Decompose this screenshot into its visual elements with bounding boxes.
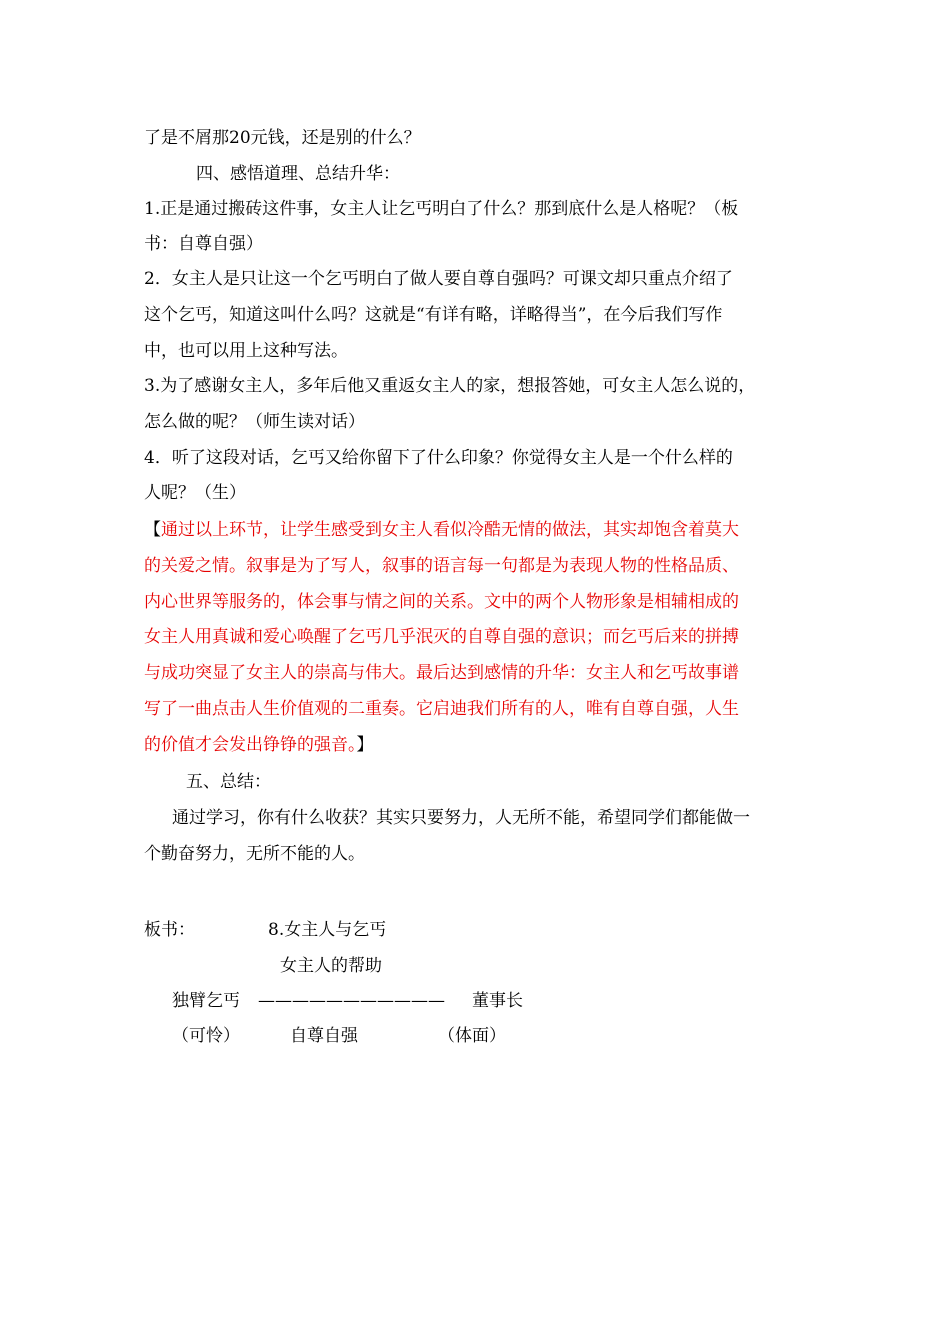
question-1: 1.正是通过搬砖这件事，女主人让乞丐明白了什么？那到底什么是人格呢？（板 (144, 199, 739, 219)
close-bracket: 】 (356, 735, 374, 755)
question-3-cont: 怎么做的呢？（师生读对话） (144, 412, 365, 432)
open-bracket: 【 (144, 520, 161, 540)
section-heading-five: 五、总结： (186, 772, 271, 792)
question-2: 2．女主人是只让这一个乞丐明白了做人要自尊自强吗？可课文却只重点介绍了 (144, 269, 733, 289)
section-heading-four: 四、感悟道理、总结升华： (196, 164, 400, 184)
teacher-comment-line: 的关爱之情。叙事是为了写人，叙事的语言每一句都是为表现人物的性格品质、 (144, 556, 739, 576)
teacher-comment-line: 女主人用真诚和爱心唤醒了乞丐几乎泯灭的自尊自强的意识；而乞丐后来的拼搏 (144, 627, 739, 647)
text-line: 了是不屑那20元钱，还是别的什么？ (144, 128, 421, 148)
teacher-comment-line: 内心世界等服务的，体会事与情之间的关系。文中的两个人物形象是相辅相成的 (144, 592, 739, 612)
teacher-comment-line: 与成功突显了女主人的崇高与伟大。最后达到感情的升华：女主人和乞丐故事谱 (144, 663, 739, 683)
board-dash: ——————————— (258, 991, 445, 1011)
board-left-note: （可怜） (172, 1026, 240, 1046)
summary-line: 个勤奋努力，无所不能的人。 (144, 844, 365, 864)
question-4: 4．听了这段对话，乞丐又给你留下了什么印象？你觉得女主人是一个什么样的 (144, 448, 733, 468)
board-right: 董事长 (472, 991, 523, 1011)
question-4-cont: 人呢？（生） (144, 483, 246, 503)
comment-text: 通过以上环节，让学生感受到女主人看似冷酷无情的做法，其实却饱含着莫大 (161, 520, 739, 540)
question-1-cont: 书：自尊自强） (144, 234, 263, 254)
teacher-comment-line (144, 733, 810, 757)
board-center: 自尊自强 (290, 1026, 358, 1046)
question-2-cont: 这个乞丐，知道这叫什么吗？这就是“有详有略，详略得当”，在今后我们写作 (144, 305, 723, 325)
board-title: 8.女主人与乞丐 (268, 920, 387, 940)
summary-line: 通过学习，你有什么收获？其实只要努力，人无所不能，希望同学们都能做一 (172, 808, 750, 828)
comment-text: 的价值才会发出铮铮的强音。 (144, 735, 357, 755)
teacher-comment-line (144, 518, 810, 542)
teacher-comment-line: 写了一曲点击人生价值观的二重奏。它启迪我们所有的人，唯有自尊自强，人生 (144, 699, 739, 719)
board-label: 板书： (144, 920, 195, 940)
question-2-cont: 中，也可以用上这种写法。 (144, 341, 348, 361)
question-3: 3.为了感谢女主人，多年后他又重返女主人的家，想报答她，可女主人怎么说的， (144, 376, 756, 396)
board-left: 独臂乞丐 (172, 991, 240, 1011)
board-right-note: （体面） (438, 1026, 506, 1046)
board-help: 女主人的帮助 (280, 956, 382, 976)
